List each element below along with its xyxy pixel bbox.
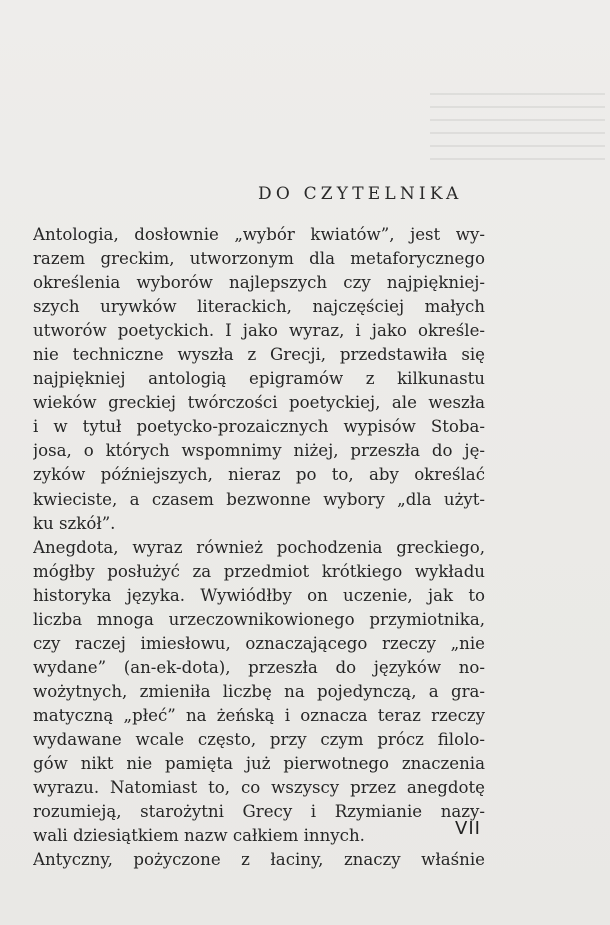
text-line: zyków późniejszych, nieraz po to, aby określać bbox=[33, 465, 485, 485]
text-line: historyka języka. Wywiódłby on uczenie, jak to bbox=[33, 585, 485, 605]
text-line: wieków greckiej twórczości poetyckiej, ale weszła bbox=[33, 393, 485, 413]
text-line: szych urywków literackich, najczęściej małych bbox=[33, 297, 485, 317]
text-line: czy raczej imiesłowu, oznaczającego rzeczy „nie bbox=[33, 633, 485, 653]
text-line: mógłby posłużyć za przedmiot krótkiego wykładu bbox=[33, 561, 485, 581]
text-line: wydane” (an-ek-dota), przeszła do języków no- bbox=[33, 657, 485, 677]
text-line: nie techniczne wyszła z Grecji, przedstawiła się bbox=[33, 345, 485, 365]
text-line: josa, o których wspomnimy niżej, przeszła do ję- bbox=[33, 441, 485, 461]
text-line: Antologia, dosłownie „wybór kwiatów”, jest wy- bbox=[33, 225, 485, 244]
text-line: wyrazu. Natomiast to, co wszyscy przez anegdotę bbox=[33, 778, 485, 798]
text-line: rozumieją, starożytni Grecy i Rzymianie nazy- bbox=[33, 802, 485, 822]
text-line: Anegdota, wyraz również pochodzenia greckiego, bbox=[33, 537, 485, 557]
text-line: wydawane wcale często, przy czym prócz filolo- bbox=[33, 729, 485, 749]
text-line: utworów poetyckich. I jako wyraz, i jako określe- bbox=[33, 321, 485, 341]
page-number: VII bbox=[455, 818, 481, 839]
text-line: razem greckim, utworzonym dla metaforycznego bbox=[33, 249, 485, 269]
text-line: Antyczny, pożyczone z łaciny, znaczy właśnie bbox=[33, 850, 485, 870]
text-line: określenia wyborów najlepszych czy najpiękniej- bbox=[33, 273, 485, 293]
show-through-text bbox=[430, 82, 605, 162]
body-text bbox=[33, 223, 485, 872]
text-line: i w tytuł poetycko-prozaicznych wypisów Stoba- bbox=[33, 417, 485, 437]
text-line: najpiękniej antologią epigramów z kilkunastu bbox=[33, 369, 485, 389]
text-line: kwieciste, a czasem bezwonne wybory „dla użyt- bbox=[33, 489, 485, 509]
text-line: ku szkół”. bbox=[33, 513, 116, 533]
text-line: matyczną „płeć” na żeńską i oznacza teraz rzeczy bbox=[33, 705, 485, 725]
text-line: wali dziesiątkiem nazw całkiem innych. bbox=[33, 826, 365, 846]
text-line: gów nikt nie pamięta już pierwotnego znaczenia bbox=[33, 754, 485, 774]
section-heading: DO CZYTELNIKA bbox=[258, 184, 463, 204]
text-line: wożytnych, zmieniła liczbę na pojedynczą, a gra- bbox=[33, 681, 485, 701]
text-line: liczba mnoga urzeczownikowionego przymiotnika, bbox=[33, 609, 485, 629]
